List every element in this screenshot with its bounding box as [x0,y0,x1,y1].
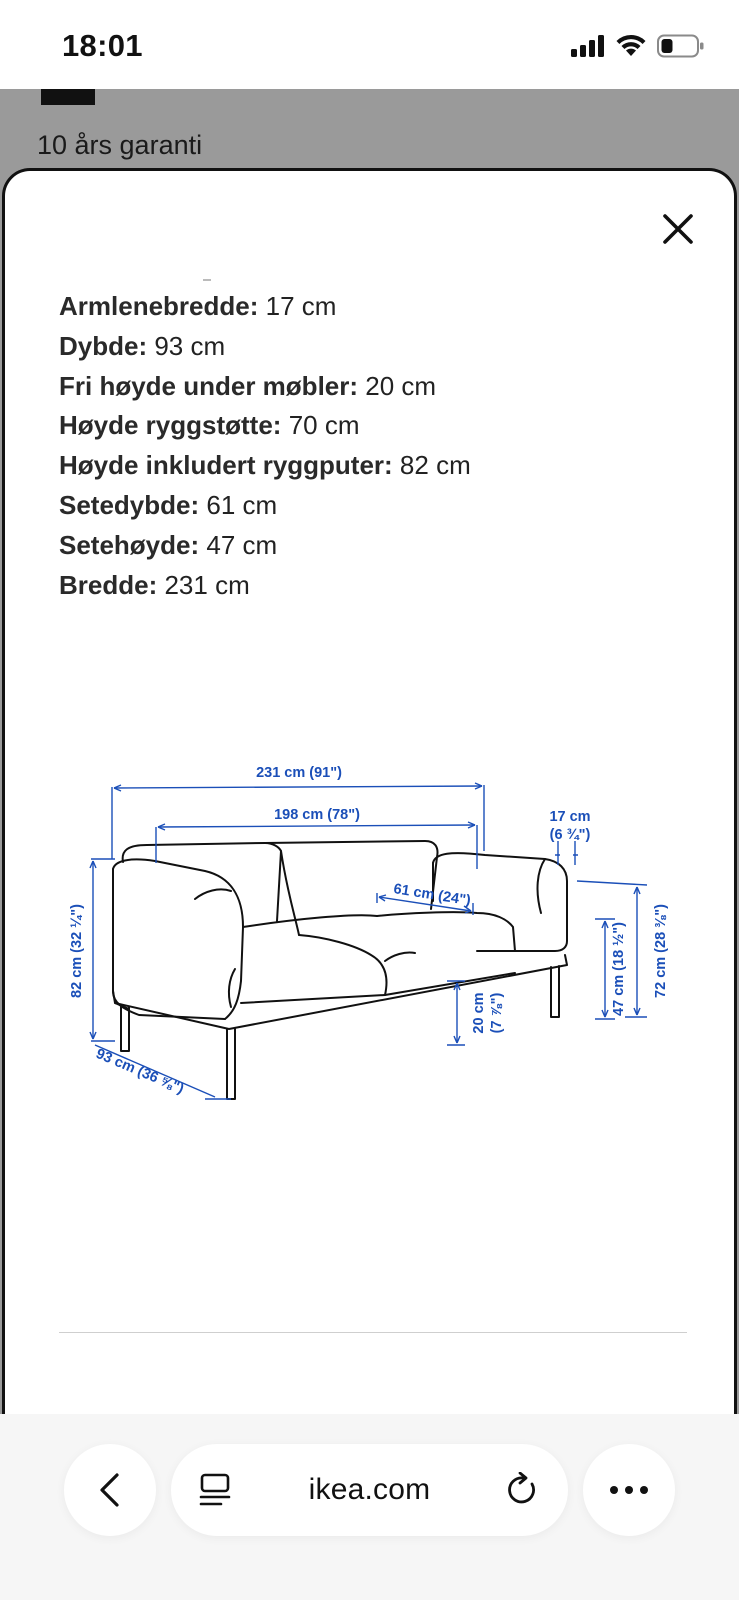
reload-icon[interactable] [506,1472,540,1508]
dimensions-sheet [2,168,737,1448]
label-total-width: 231 cm (91") [256,765,342,781]
label-back-height: 72 cm (28 ⅜") [653,904,669,998]
warranty-text: 10 års garanti [37,130,203,160]
label-clearance-in: (7 ⅞") [489,992,505,1034]
spec-label: Setedybde: [59,489,200,520]
spec-value: 61 cm [199,489,278,520]
spec-value: 70 cm [281,410,360,441]
spec-row [59,486,471,526]
status-time: 18:01 [62,28,143,63]
more-icon [609,1485,649,1495]
spec-row [59,446,471,486]
spec-value: 20 cm [358,370,437,401]
cellular-signal-icon [571,35,605,57]
sofa-outline [113,841,567,1099]
spec-value: 82 cm [392,450,471,481]
spec-row [59,287,471,327]
spec-row [59,526,471,566]
label-arm-width-cm: 17 cm [549,809,591,825]
back-button[interactable] [64,1444,156,1536]
address-bar[interactable] [171,1444,568,1536]
spec-row [59,566,471,606]
back-icon [97,1472,123,1508]
spec-label: Fri høyde under møbler: [59,370,359,401]
spec-label: Setehøyde: [59,529,200,560]
label-seat-height: 47 cm (18 ½") [611,922,627,1016]
label-seat-depth: 61 cm (24") [392,881,472,910]
spec-label: Armlenebredde: [59,291,259,321]
label-inner-width: 198 cm (78") [274,807,360,823]
close-icon[interactable] [660,211,696,247]
label-depth: 93 cm (36 ⅝") [93,1045,187,1098]
spec-label: Høyde ryggstøtte: [59,410,282,441]
browser-toolbar [0,1414,739,1600]
section-divider [59,1332,687,1333]
label-height-with-cushions: 82 cm (32 ¼") [69,904,85,998]
battery-icon [657,34,705,58]
more-button[interactable] [583,1444,675,1536]
spec-value: 93 cm [147,330,226,361]
address-text: ikea.com [308,1473,431,1506]
spec-row [59,367,471,407]
spec-value: 17 cm [258,291,337,321]
spec-row [59,406,471,446]
label-clearance-cm: 20 cm [471,992,487,1034]
sofa-dimension-drawing [55,741,695,1171]
status-bar [0,0,739,89]
clipped-text-fragment [203,279,211,281]
spec-row [59,327,471,367]
spec-label: Bredde: [59,569,158,600]
label-arm-width-in: (6 ¾") [549,827,591,843]
spec-value: 47 cm [199,529,278,560]
spec-label: Høyde inkludert ryggputer: [59,450,393,481]
status-icons [571,34,705,58]
spec-list [59,287,471,605]
reader-icon[interactable] [199,1472,233,1508]
spec-value: 231 cm [157,569,250,600]
partial-badge [41,89,95,105]
spec-label: Dybde: [59,330,148,361]
wifi-icon [615,34,647,58]
